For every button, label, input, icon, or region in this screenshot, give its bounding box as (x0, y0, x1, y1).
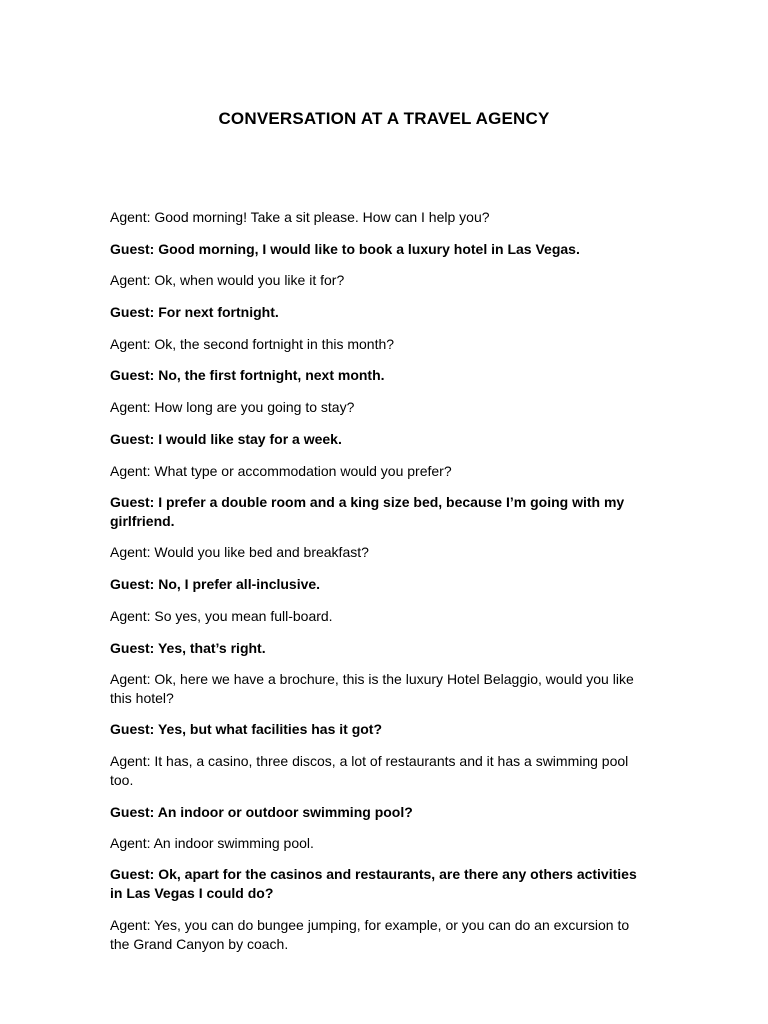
agent-line: Agent: Yes, you can do bungee jumping, for example, or you can do an excursion to the Grand Canyon by coach. (110, 917, 630, 952)
agent-line: Agent: So yes, you mean full-board. (110, 608, 333, 624)
guest-line: Guest: Ok, apart for the casinos and restaurants, are there any others activities in Las Vegas I could do? (110, 866, 637, 901)
guest-line: Guest: An indoor or outdoor swimming pool? (110, 804, 413, 820)
agent-line: Agent: It has, a casino, three discos, a lot of restaurants and it has a swimming pool too. (110, 753, 629, 788)
document-title: CONVERSATION AT A TRAVEL AGENCY (218, 109, 550, 128)
agent-line: Agent: Ok, when would you like it for? (110, 272, 345, 288)
guest-line: Guest: Good morning, I would like to book a luxury hotel in Las Vegas. (110, 241, 580, 257)
agent-line: Agent: Good morning! Take a sit please. How can I help you? (110, 209, 490, 225)
guest-line: Guest: Yes, but what facilities has it got? (110, 721, 383, 737)
guest-line: Guest: Yes, that’s right. (110, 640, 266, 656)
guest-line: Guest: I prefer a double room and a king size bed, because I’m going with my girlfriend. (110, 494, 625, 529)
guest-line: Guest: I would like stay for a week. (110, 431, 342, 447)
guest-line: Guest: No, I prefer all-inclusive. (110, 576, 321, 592)
agent-line: Agent: How long are you going to stay? (110, 399, 355, 415)
agent-line: Agent: An indoor swimming pool. (110, 835, 314, 851)
agent-line: Agent: Would you like bed and breakfast? (110, 544, 369, 560)
guest-line: Guest: No, the first fortnight, next month. (110, 367, 385, 383)
agent-line: Agent: What type or accommodation would you prefer? (110, 463, 452, 479)
guest-line: Guest: For next fortnight. (110, 304, 279, 320)
agent-line: Agent: Ok, here we have a brochure, this is the luxury Hotel Belaggio, would you like this hotel? (110, 671, 634, 706)
agent-line: Agent: Ok, the second fortnight in this month? (110, 336, 395, 352)
